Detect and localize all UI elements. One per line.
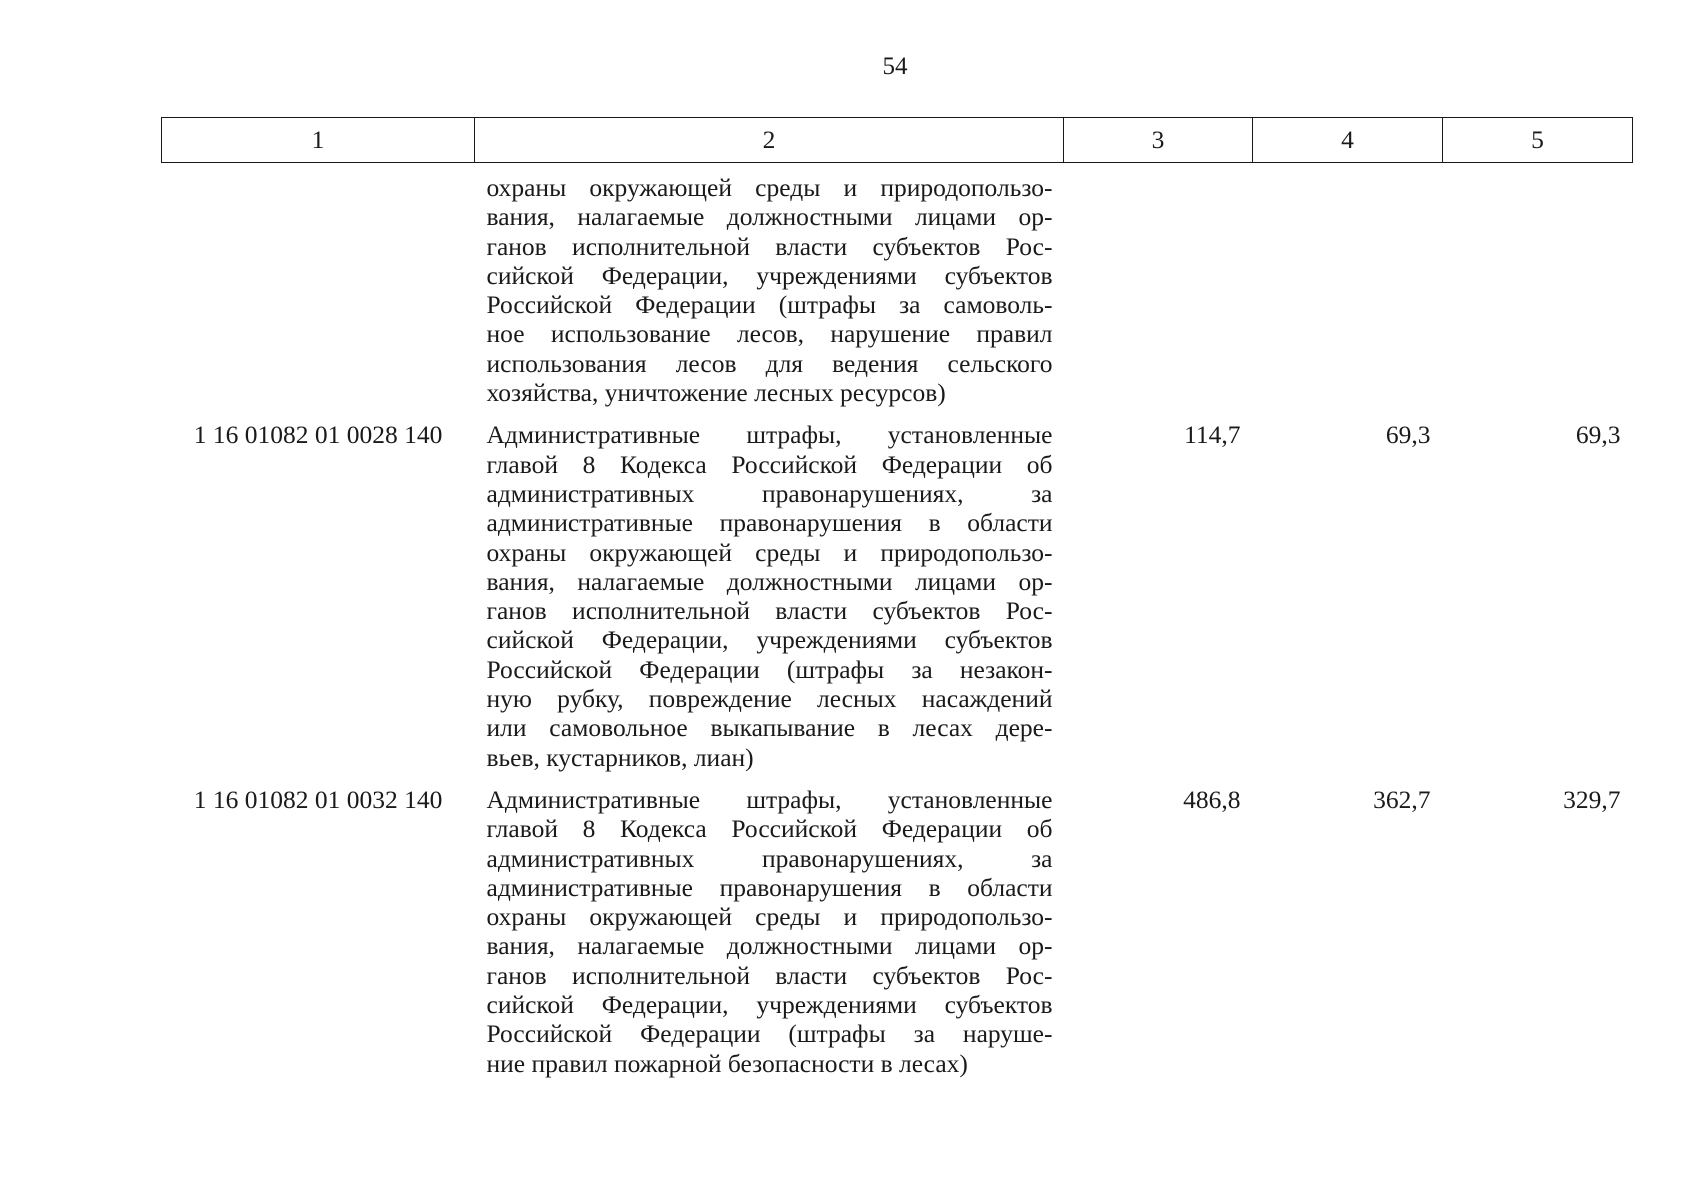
budget-table: [161, 117, 1633, 1078]
row-value-col3: 114,7: [1184, 420, 1241, 450]
description-line: главой 8 Кодекса Российской Федерации об: [486, 449, 1053, 479]
description-line: вьев, кустарников, лиан): [486, 742, 754, 772]
description-line: вания, налагаемые должностными лицами ор-: [486, 566, 1053, 596]
description-line: ганов исполнительной власти субъектов Рос-: [486, 960, 1053, 990]
description-line: вания, налагаемые должностными лицами ор-: [486, 931, 1053, 961]
row-code: 1 16 01082 01 0028 140: [193, 420, 443, 450]
header-col-5: 5: [1443, 118, 1633, 163]
description-line: ную рубку, повреждение лесных насаждений: [486, 684, 1053, 714]
table-row: [162, 163, 1633, 408]
description-line: Административные штрафы, установленные: [486, 420, 1053, 450]
row-description: [475, 163, 1064, 408]
description-line: охраны окружающей среды и природопользо-: [486, 537, 1053, 567]
row-description: [475, 772, 1064, 1078]
page-number: 54: [882, 53, 908, 80]
description-line: ганов исполнительной власти субъектов Рос-: [486, 231, 1053, 261]
description-line: ние правил пожарной безопасности в лесах): [486, 1048, 968, 1078]
row-value-col5: 329,7: [1563, 784, 1621, 814]
description-line: хозяйства, уничтожение лесных ресурсов): [486, 378, 946, 408]
row-value-col5: [1443, 163, 1633, 408]
row-value-col4: 362,7: [1373, 784, 1431, 814]
description-line: сийской Федерации, учреждениями субъектов: [486, 990, 1053, 1020]
header-col-4: 4: [1253, 118, 1443, 163]
description-line: Российской Федерации (штрафы за незакон-: [486, 654, 1053, 684]
description-line: сийской Федерации, учреждениями субъектов: [486, 625, 1053, 655]
row-value-col3: 486,8: [1183, 784, 1241, 814]
description-line: Административные штрафы, установленные: [486, 784, 1053, 814]
description-line: использования лесов для ведения сельского: [486, 348, 1053, 378]
description-line: Российской Федерации (штрафы за наруше-: [486, 1019, 1053, 1049]
description-line: вания, налагаемые должностными лицами ор-: [486, 202, 1053, 232]
description-line: главой 8 Кодекса Российской Федерации об: [486, 814, 1053, 844]
row-code: 1 16 01082 01 0032 140: [193, 784, 443, 814]
description-line: административные правонарушения в области: [486, 508, 1053, 538]
row-value-col4: [1253, 163, 1443, 408]
table-row: [162, 772, 1633, 1078]
description-line: ное использование лесов, нарушение правил: [486, 319, 1053, 349]
header-col-2: 2: [475, 118, 1064, 163]
description-line: ганов исполнительной власти субъектов Рос-: [486, 596, 1053, 626]
table-header-row: [162, 118, 1633, 163]
description-line: административных правонарушениях, за: [486, 843, 1053, 873]
description-line: Российской Федерации (штрафы за самоволь-: [486, 290, 1053, 320]
description-line: сийской Федерации, учреждениями субъектов: [486, 260, 1053, 290]
row-description: [475, 407, 1064, 772]
table-row: [162, 407, 1633, 772]
description-line: административные правонарушения в области: [486, 872, 1053, 902]
description-line: охраны окружающей среды и природопользо-: [486, 173, 1053, 202]
row-value-col5: 69,3: [1575, 420, 1621, 450]
row-code: [162, 163, 475, 408]
header-col-1: 1: [162, 118, 475, 163]
description-line: или самовольное выкапывание в лесах дере-: [486, 713, 1053, 743]
description-line: административных правонарушениях, за: [486, 478, 1053, 508]
description-line: охраны окружающей среды и природопользо-: [486, 902, 1053, 932]
header-col-3: 3: [1064, 118, 1253, 163]
row-value-col3: [1064, 163, 1253, 408]
row-value-col4: 69,3: [1385, 420, 1431, 450]
